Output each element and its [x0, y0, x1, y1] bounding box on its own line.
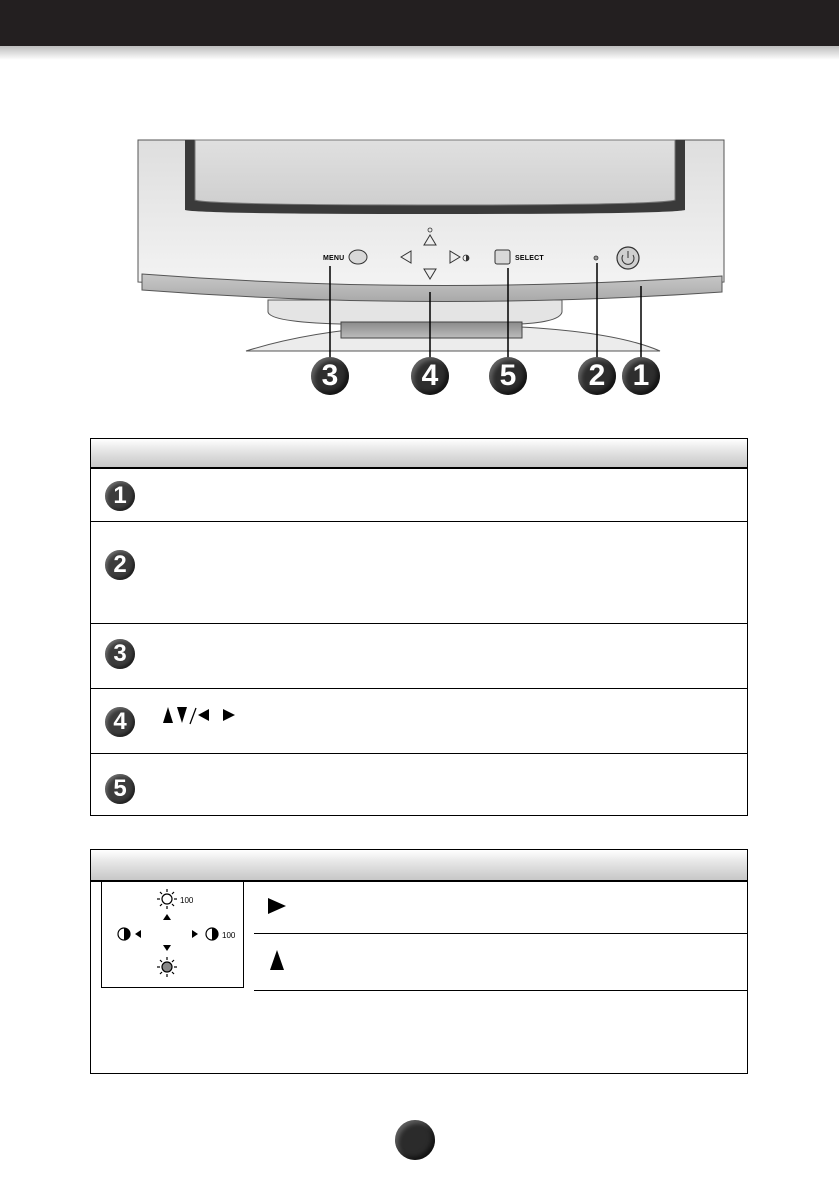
callout-4: 4: [411, 357, 449, 395]
arrow-buttons-icon: [163, 707, 235, 727]
osd-table: [90, 849, 748, 1074]
control-row-select: [91, 754, 747, 821]
monitor-illustration: [0, 0, 839, 420]
control-row-power: [91, 469, 747, 522]
brightness-low-icon: [157, 957, 177, 977]
osd-table-header: [91, 850, 747, 882]
callout-5: 5: [489, 357, 527, 395]
control-row-arrows: [91, 689, 747, 754]
badge-2: 2: [105, 550, 135, 580]
menu-label: MENU: [323, 255, 345, 262]
osd-row-right-arrow: [254, 881, 747, 934]
callout-1: 1: [622, 357, 660, 395]
callout-2: 2: [578, 357, 616, 395]
brightness-high-icon: [157, 889, 177, 909]
badge-5: 5: [105, 774, 135, 804]
up-arrow-icon: [270, 950, 284, 970]
osd-row-up-arrow: [254, 934, 747, 991]
page-number-marker: [395, 1120, 435, 1160]
badge-1: 1: [105, 481, 135, 511]
badge-3: 3: [105, 639, 135, 669]
select-label: SELECT: [515, 255, 544, 262]
contrast-high-icon: [206, 928, 218, 940]
controls-table: [90, 438, 748, 816]
right-arrow-icon: [268, 898, 286, 914]
callout-3: 3: [311, 357, 349, 395]
control-row-indicator: [91, 522, 747, 624]
control-row-menu: [91, 624, 747, 689]
brightness-contrast-diagram: [102, 881, 242, 986]
brightness-value: 100: [180, 896, 194, 905]
contrast-value: 100: [222, 931, 236, 940]
contrast-low-icon: [118, 928, 130, 940]
osd-preview: [101, 880, 244, 988]
controls-table-header: [91, 439, 747, 469]
badge-4: 4: [105, 707, 135, 737]
